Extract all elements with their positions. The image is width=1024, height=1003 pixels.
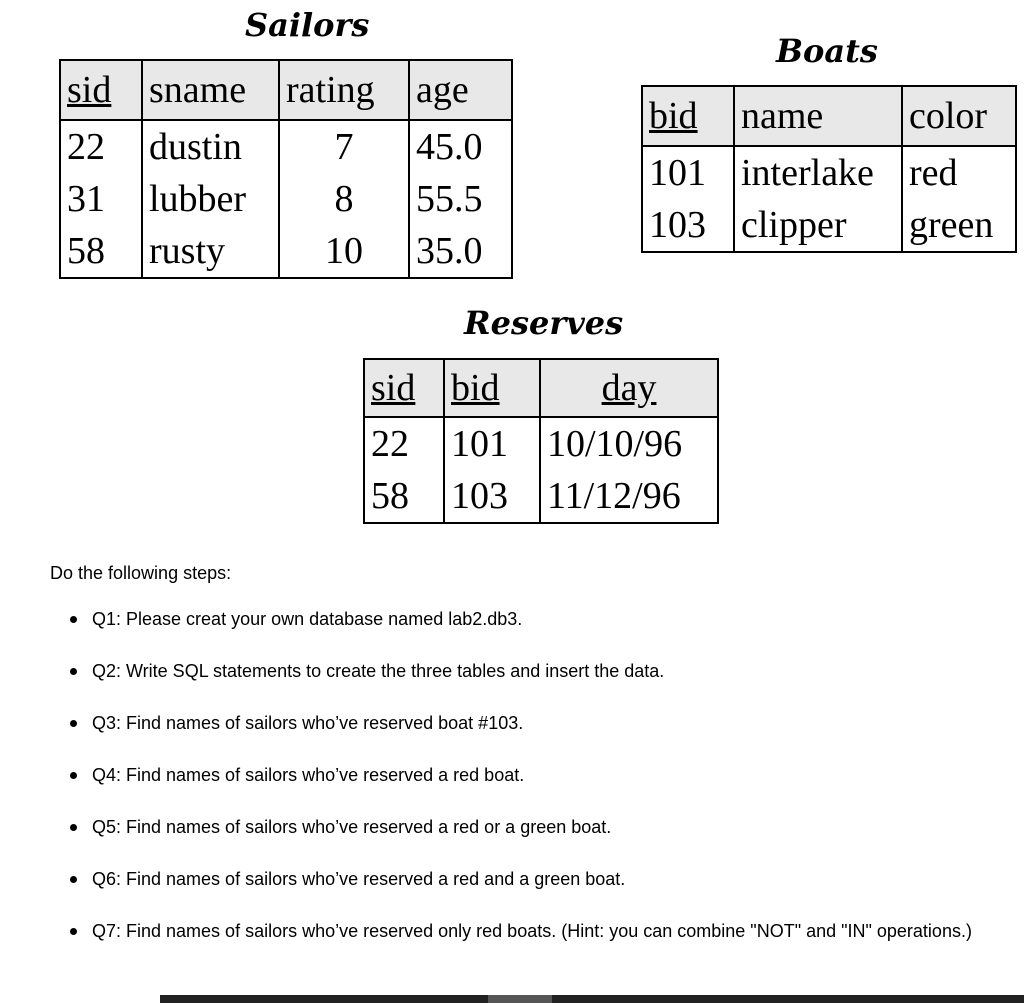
table-row [364, 470, 718, 523]
list-item [50, 604, 990, 634]
list-item [50, 708, 990, 738]
table-header-row [364, 359, 718, 417]
column-header-name: name [734, 86, 902, 146]
cell-color: green [902, 199, 1016, 252]
column-header-age: age [409, 60, 512, 120]
cell-day: 10/10/96 [540, 417, 718, 470]
cell-bid: 101 [642, 146, 734, 199]
table-row [642, 199, 1016, 252]
column-header-sid: sid [60, 60, 142, 120]
question-text: Q3: Find names of sailors who’ve reserved boat #103. [92, 713, 524, 733]
cell-age: 45.0 [409, 120, 512, 173]
list-item [50, 760, 990, 790]
question-list [50, 604, 990, 946]
table-row [60, 173, 512, 225]
list-item [50, 916, 990, 946]
cell-sid: 58 [60, 225, 142, 278]
cell-name: interlake [734, 146, 902, 199]
table-row [642, 146, 1016, 199]
bullet-icon [70, 772, 77, 779]
reserves-table [363, 358, 719, 524]
question-text: Q5: Find names of sailors who’ve reserved a red or a green boat. [92, 817, 612, 837]
boats-table [641, 85, 1017, 253]
question-text: Q6: Find names of sailors who’ve reserved a red and a green boat. [92, 869, 626, 889]
bullet-icon [70, 668, 77, 675]
scrollbar-thumb[interactable] [488, 995, 552, 1003]
reserves-title: Reserves [464, 304, 624, 342]
bullet-icon [70, 720, 77, 727]
bullet-icon [70, 824, 77, 831]
table-header-row [642, 86, 1016, 146]
table-row [364, 417, 718, 470]
cell-sid: 22 [60, 120, 142, 173]
instructions-intro: Do the following steps: [50, 563, 232, 583]
column-header-day: day [540, 359, 718, 417]
cell-sname: dustin [142, 120, 279, 173]
table-row [60, 225, 512, 278]
column-header-bid: bid [444, 359, 540, 417]
column-header-rating: rating [279, 60, 409, 120]
cell-sname: lubber [142, 173, 279, 225]
question-text: Q2: Write SQL statements to create the three tables and insert the data. [92, 661, 665, 681]
instructions [50, 558, 990, 968]
column-header-color: color [902, 86, 1016, 146]
boats-title: Boats [776, 32, 878, 70]
table-header-row [60, 60, 512, 120]
cell-rating: 10 [279, 225, 409, 278]
cell-name: clipper [734, 199, 902, 252]
sailors-title: Sailors [245, 6, 370, 44]
column-header-sid: sid [364, 359, 444, 417]
cell-sname: rusty [142, 225, 279, 278]
cell-sid: 22 [364, 417, 444, 470]
sailors-table [59, 59, 513, 279]
cell-bid: 101 [444, 417, 540, 470]
cell-sid: 58 [364, 470, 444, 523]
question-text: Q4: Find names of sailors who’ve reserved a red boat. [92, 765, 525, 785]
column-header-sname: sname [142, 60, 279, 120]
cell-day: 11/12/96 [540, 470, 718, 523]
cell-sid: 31 [60, 173, 142, 225]
list-item [50, 864, 990, 894]
bullet-icon [70, 616, 77, 623]
bullet-icon [70, 876, 77, 883]
bullet-icon [70, 928, 77, 935]
cell-age: 55.5 [409, 173, 512, 225]
list-item [50, 656, 990, 686]
table-row [60, 120, 512, 173]
question-text: Q1: Please creat your own database named lab2.db3. [92, 609, 523, 629]
cell-color: red [902, 146, 1016, 199]
cell-bid: 103 [444, 470, 540, 523]
horizontal-scrollbar[interactable] [160, 995, 1024, 1003]
cell-bid: 103 [642, 199, 734, 252]
cell-rating: 7 [279, 120, 409, 173]
cell-age: 35.0 [409, 225, 512, 278]
list-item [50, 812, 990, 842]
column-header-bid: bid [642, 86, 734, 146]
question-text: Q7: Find names of sailors who’ve reserved only red boats. (Hint: you can combine "NOT" and "IN" operations.) [92, 921, 972, 941]
cell-rating: 8 [279, 173, 409, 225]
